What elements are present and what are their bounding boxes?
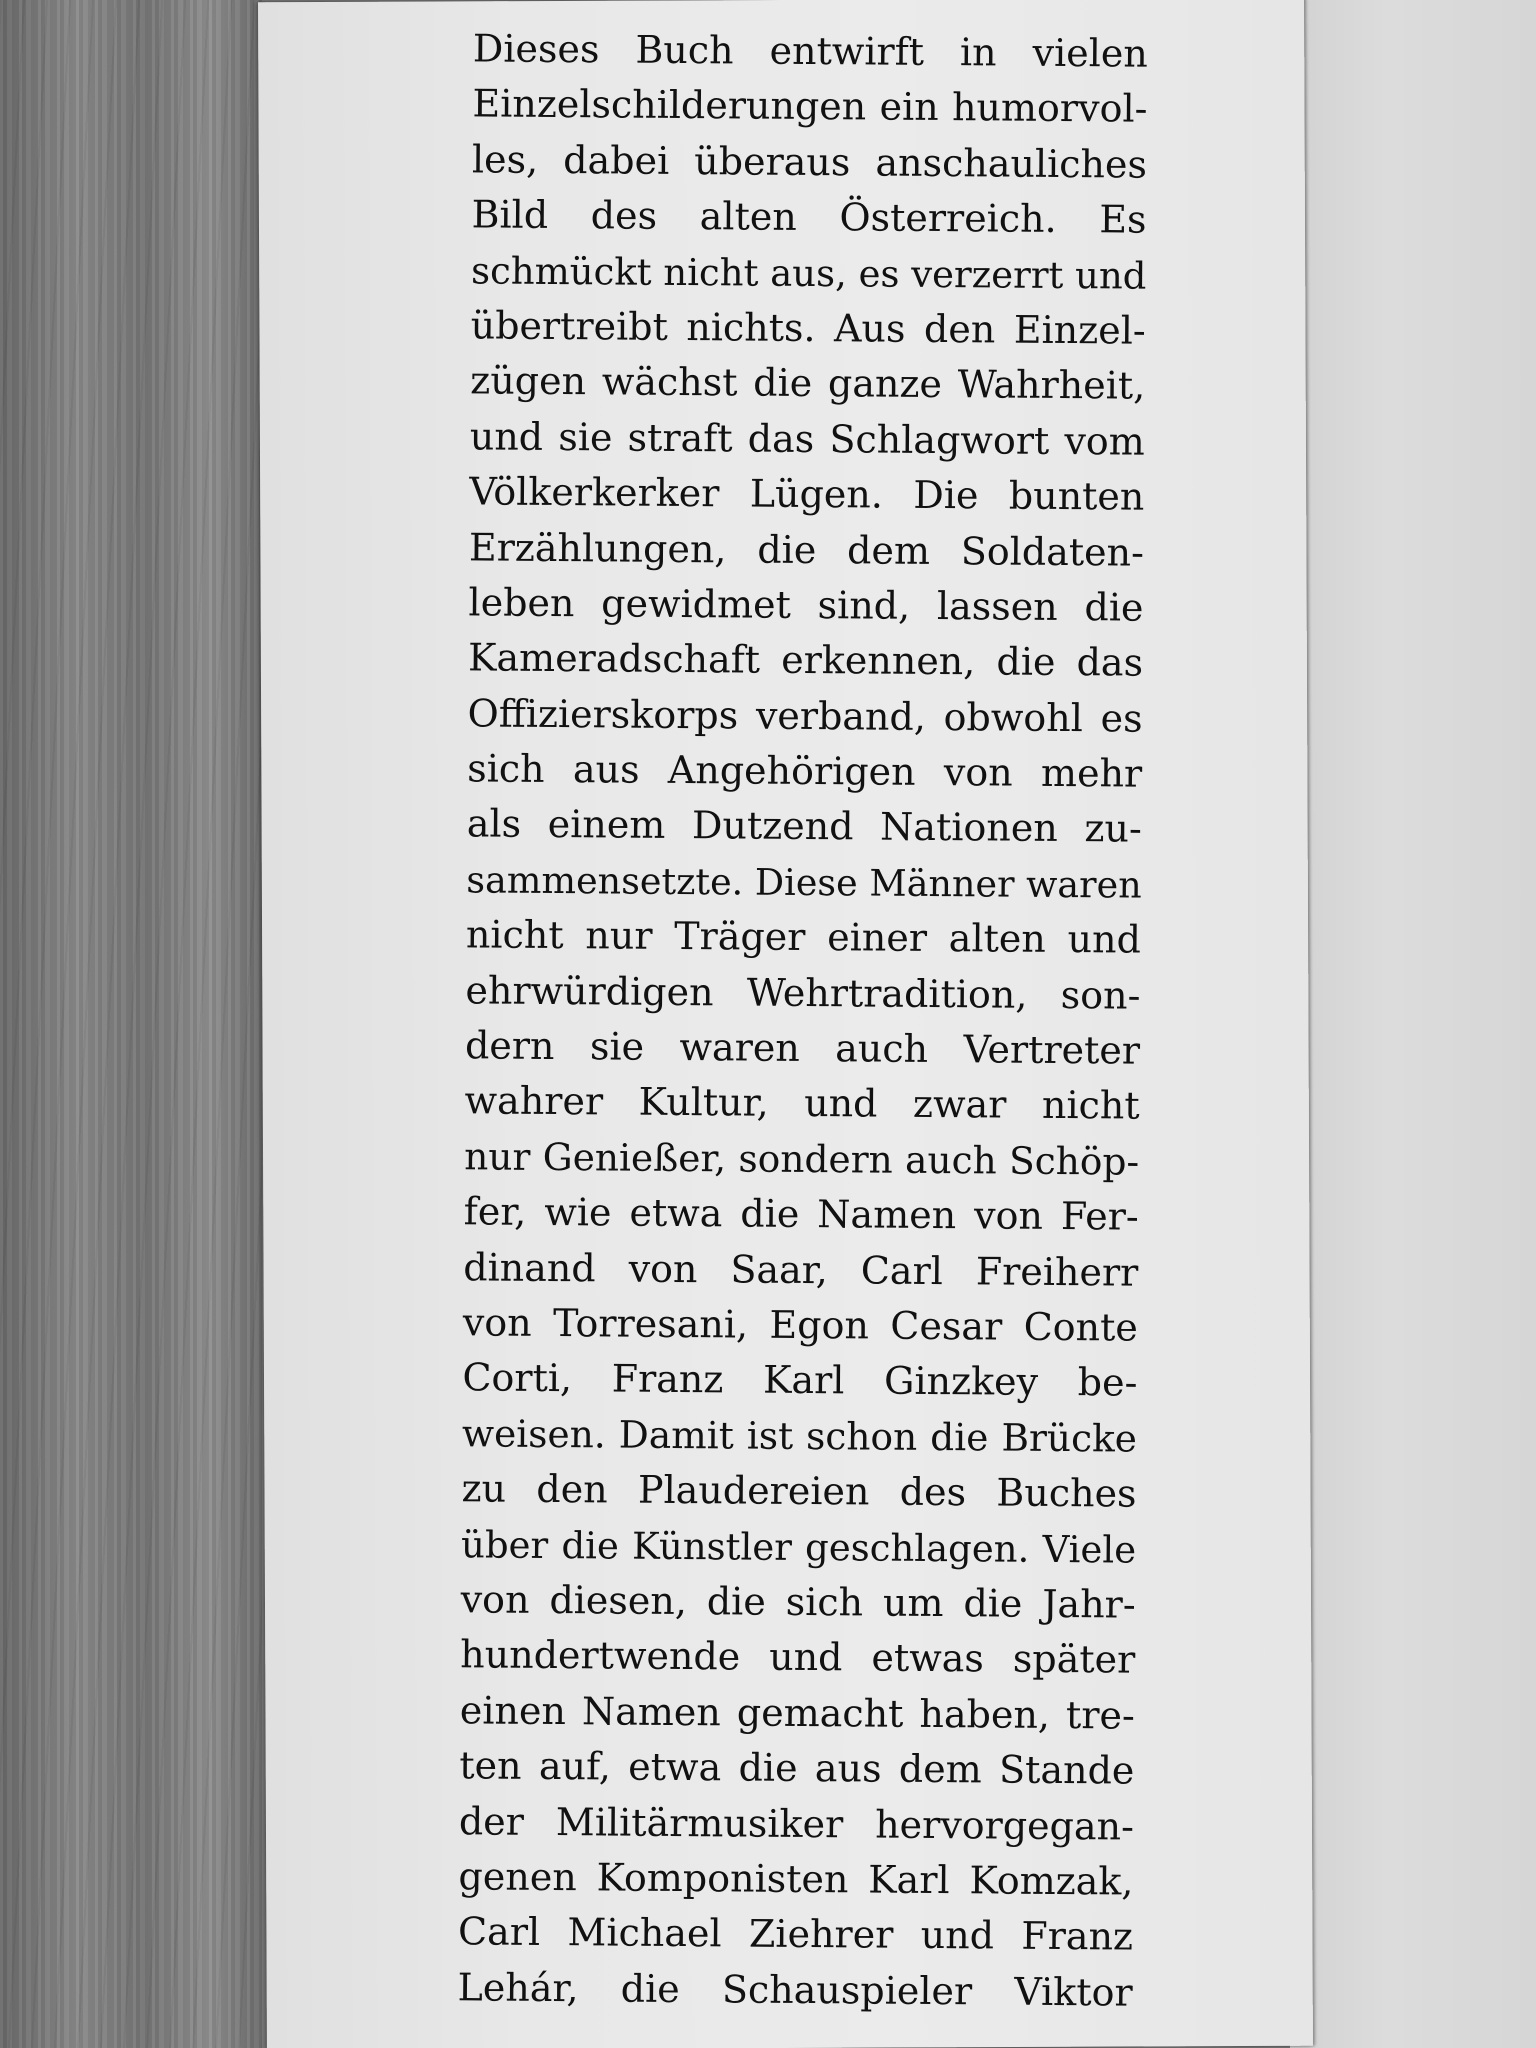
- text-line-32: ten auf, etwa die aus dem Stande: [459, 1743, 1135, 1793]
- text-line-20: wahrer Kultur, und zwar nicht: [464, 1078, 1140, 1129]
- text-line-14: sich aus Angehörigen von mehr: [467, 746, 1143, 796]
- text-line-9: Völkerkerker Lügen. Die bunten: [469, 469, 1145, 519]
- text-line-24: von Torresani, Egon Cesar Conte: [462, 1300, 1139, 1350]
- wooden-desk-surface: [0, 0, 262, 2048]
- text-line-21: nur Genießer, sondern auch Schöp-: [464, 1134, 1140, 1184]
- book-flap-page: [258, 0, 1313, 2048]
- text-line-10: Erzählungen, die dem Soldaten-: [468, 524, 1145, 575]
- background-surface: [1290, 0, 1536, 2048]
- text-line-4: Bild des alten Österreich. Es: [471, 192, 1147, 242]
- text-line-28: über die Künstler geschlagen. Viele: [460, 1522, 1137, 1572]
- text-line-29: von diesen, die sich um die Jahr-: [460, 1577, 1136, 1627]
- text-line-8: und sie straft das Schlagwort vom: [469, 414, 1145, 464]
- text-line-23: dinand von Saar, Carl Freiherr: [463, 1244, 1139, 1295]
- text-line-15: als einem Dutzend Nationen zu-: [466, 801, 1142, 852]
- text-line-35: Carl Michael Ziehrer und Franz: [457, 1909, 1134, 1959]
- text-line-34: genen Komponisten Karl Komzak,: [458, 1854, 1134, 1904]
- text-line-25: Corti, Franz Karl Ginzkey be-: [462, 1355, 1138, 1405]
- text-line-19: dern sie waren auch Vertreter: [464, 1023, 1141, 1073]
- text-line-13: Offizierskorps verband, obwohl es: [467, 691, 1143, 741]
- text-line-27: zu den Plaudereien des Buches: [461, 1466, 1137, 1516]
- text-line-31: einen Namen gemacht haben, tre-: [459, 1688, 1135, 1738]
- text-line-18: ehrwürdigen Wehrtradition, son-: [465, 967, 1141, 1018]
- text-line-22: fer, wie etwa die Namen von Fer-: [463, 1189, 1139, 1239]
- text-line-12: Kameradschaft erkennen, die das: [467, 635, 1144, 685]
- text-line-36: Lehár, die Schauspieler Viktor: [457, 1964, 1133, 2015]
- body-text: [457, 21, 1148, 2020]
- text-line-2: Einzelschilderungen ein humorvol-: [472, 81, 1148, 132]
- text-line-17: nicht nur Träger einer alten und: [465, 912, 1142, 962]
- text-line-30: hundertwende und etwas später: [460, 1632, 1136, 1682]
- text-line-11: leben gewidmet sind, lassen die: [468, 580, 1144, 630]
- text-line-26: weisen. Damit ist schon die Brücke: [461, 1411, 1138, 1461]
- text-line-5: schmückt nicht aus, es verzerrt und: [470, 248, 1147, 298]
- text-line-6: übertreibt nichts. Aus den Einzel-: [470, 303, 1146, 353]
- text-line-3: les, dabei überaus anschauliches: [471, 137, 1148, 187]
- text-line-33: der Militärmusiker hervorgegan-: [458, 1798, 1135, 1849]
- text-line-1: Dieses Buch entwirft in vielen: [472, 26, 1149, 76]
- text-line-7: zügen wächst die ganze Wahrheit,: [470, 358, 1146, 408]
- text-line-16: sammensetzte. Diese Männer waren: [466, 858, 1142, 907]
